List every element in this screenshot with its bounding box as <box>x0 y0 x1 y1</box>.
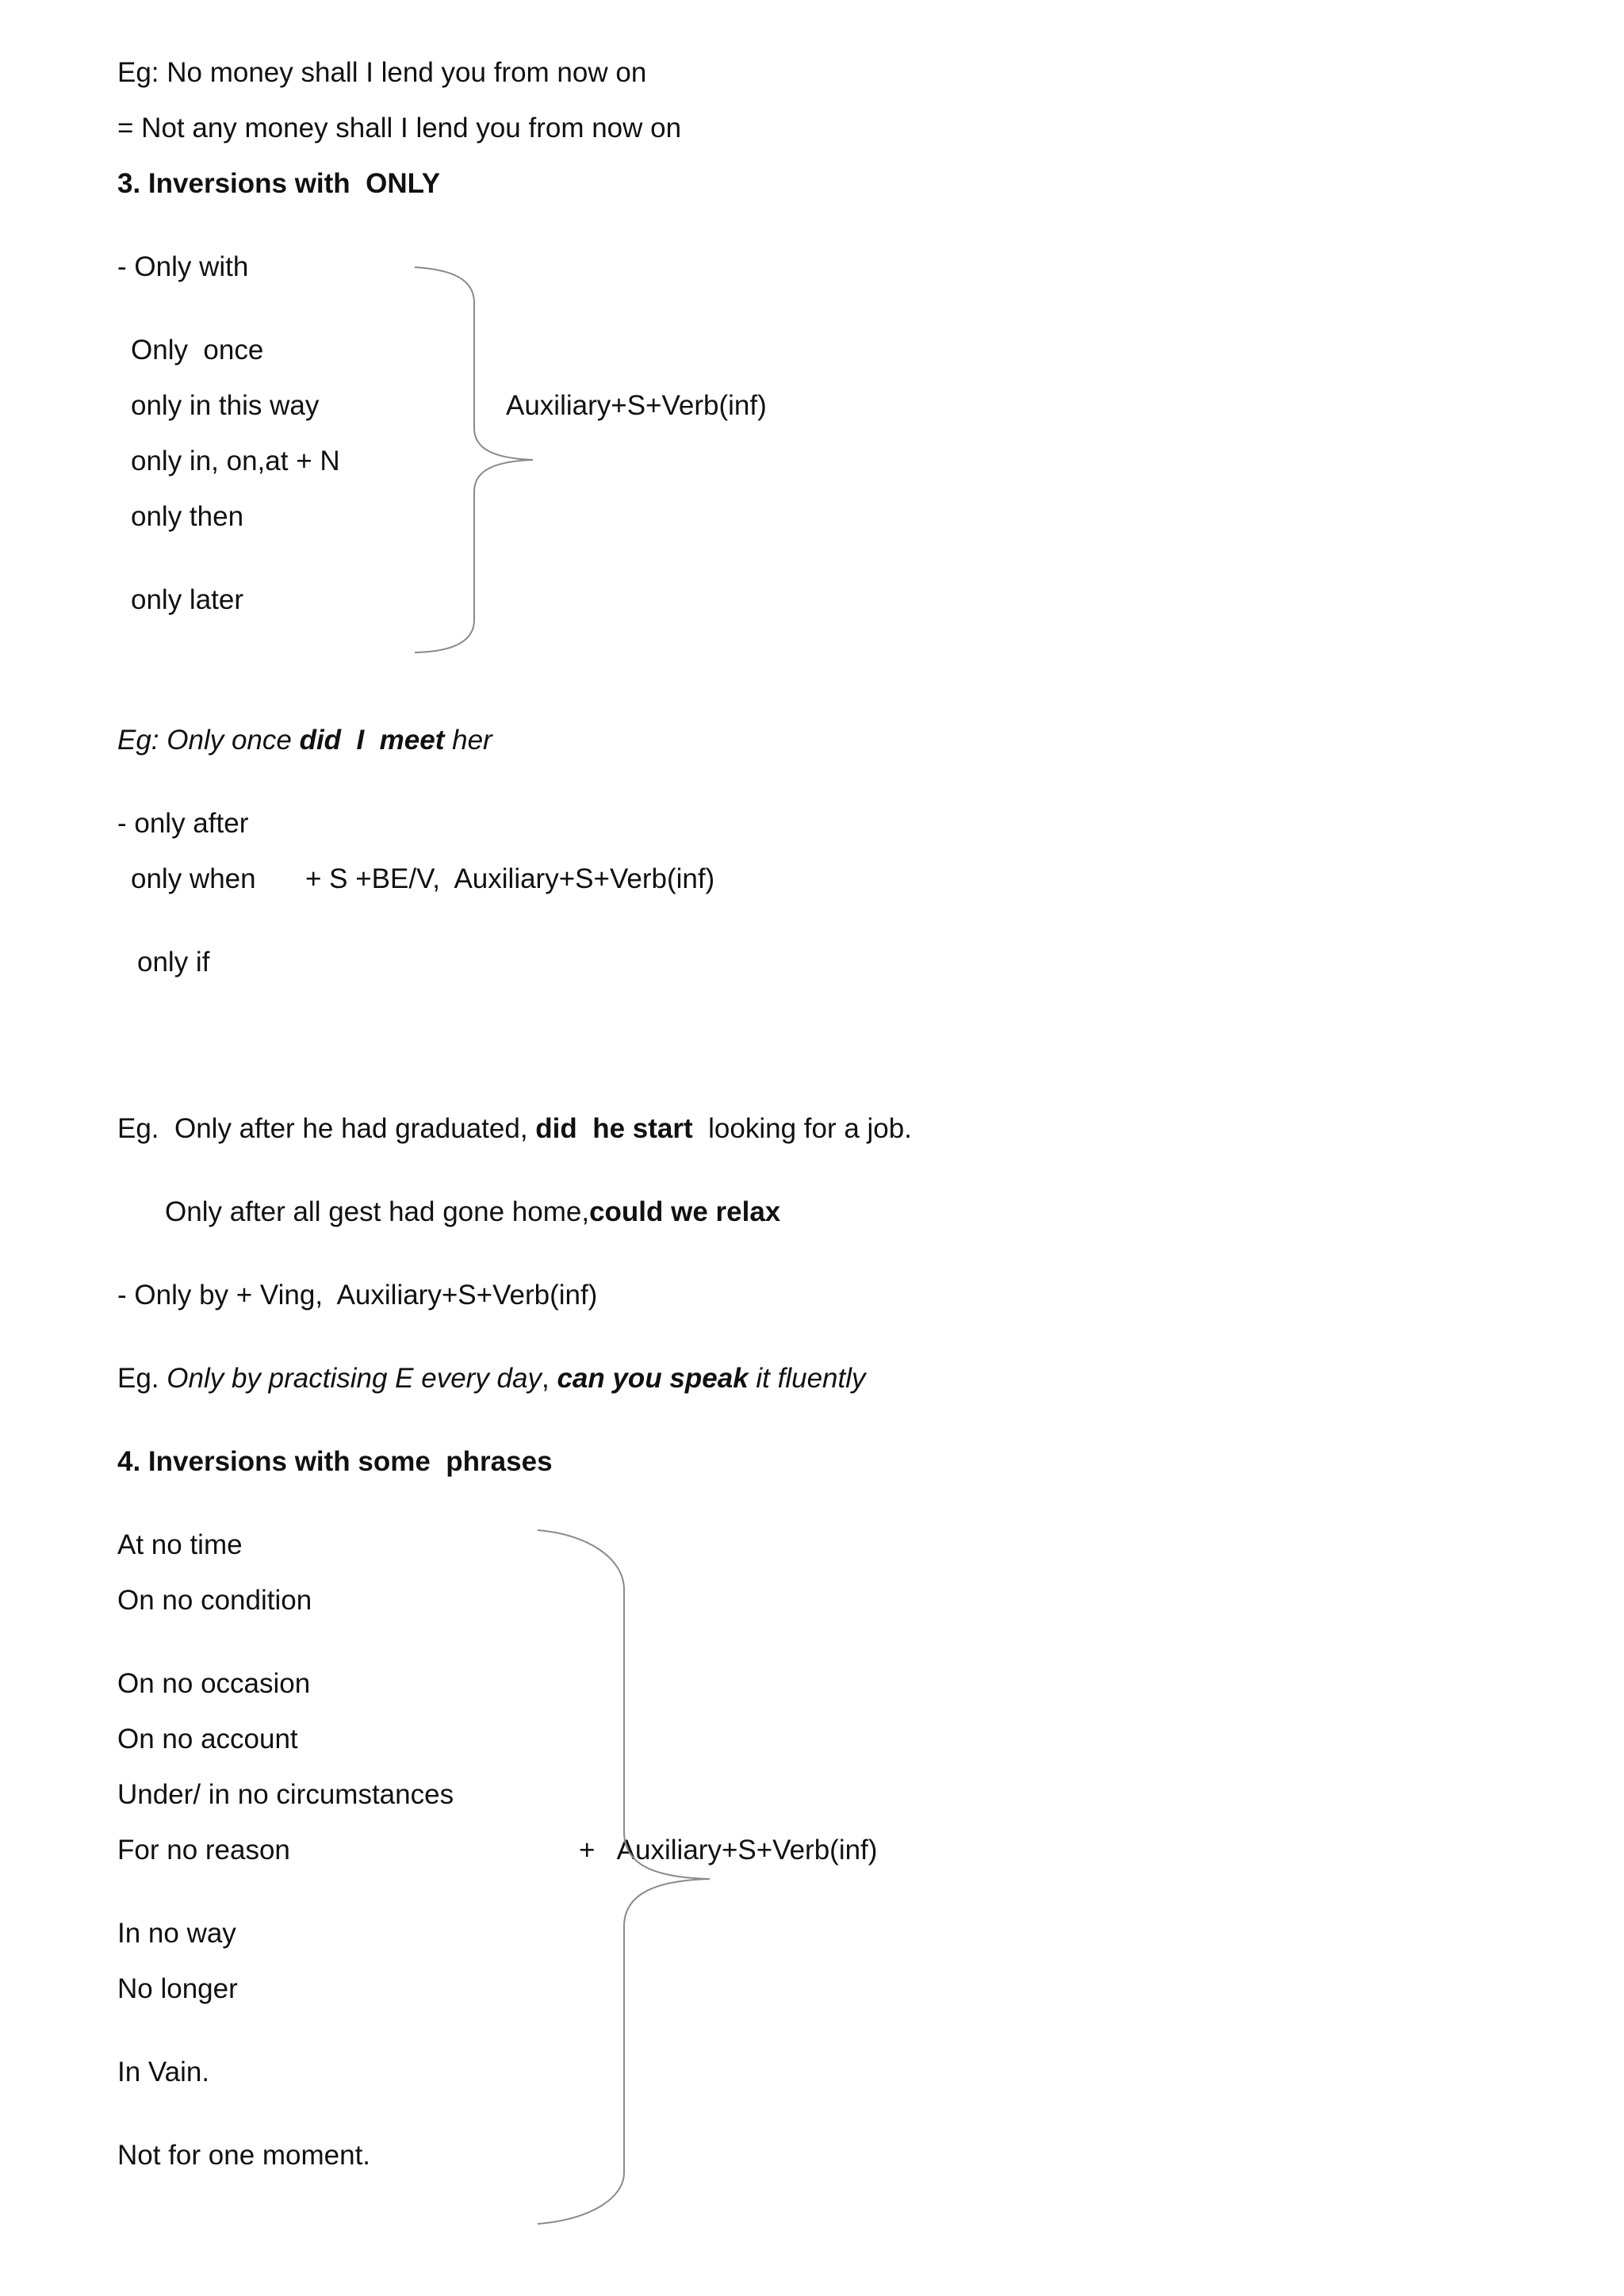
section-4-heading: 4. Inversions with some phrases <box>117 1446 553 1477</box>
example-2-suffix: looking for a job. <box>692 1113 912 1144</box>
only-with-rule: Auxiliary+S+Verb(inf) <box>506 390 767 421</box>
example-4-prefix: Eg. <box>117 1363 167 1394</box>
phrase-item: In Vain. <box>117 2057 210 2087</box>
example-3-bold: could we relax <box>589 1196 781 1227</box>
intro-line-2: = Not any money shall I lend you from now on <box>117 113 682 144</box>
phrase-item: No longer <box>117 1973 238 2004</box>
clause-item: only when <box>131 863 256 894</box>
example-1-bold: did I meet <box>299 725 445 756</box>
phrases-rule: + Auxiliary+S+Verb(inf) <box>579 1835 878 1866</box>
clause-item: only if <box>137 947 210 978</box>
intro-line-1: Eg: No money shall I lend you from now on <box>117 57 647 88</box>
example-4-italic: Only by practising E every day <box>167 1363 542 1394</box>
only-with-item: only later <box>131 584 244 615</box>
clause-rule: + S +BE/V, Auxiliary+S+Verb(inf) <box>305 863 715 894</box>
example-4-suffix: it fluently <box>748 1363 866 1394</box>
phrase-item: On no occasion <box>117 1668 311 1699</box>
example-4-bold: can you speak <box>557 1363 749 1394</box>
example-4-comma: , <box>541 1363 557 1394</box>
section-3-heading: 3. Inversions with ONLY <box>117 168 441 199</box>
example-3-prefix: Only after all gest had gone home, <box>165 1196 590 1227</box>
phrase-item: Under/ in no circumstances <box>117 1779 454 1810</box>
only-with-item: only in this way <box>131 390 320 421</box>
phrase-item: At no time <box>117 1529 243 1560</box>
example-2-bold: did he start <box>535 1113 693 1144</box>
example-1-suffix: her <box>444 725 492 756</box>
phrase-item: On no account <box>117 1724 298 1755</box>
example-1-prefix: Eg: Only once <box>117 725 300 756</box>
only-with-item: Only once <box>131 335 264 365</box>
example-2-prefix: Eg. Only after he had graduated, <box>117 1113 536 1144</box>
phrase-item: In no way <box>117 1918 236 1949</box>
phrase-item: For no reason <box>117 1835 290 1866</box>
phrase-item: Not for one moment. <box>117 2140 371 2171</box>
only-with-item: only then <box>131 501 244 532</box>
only-with-item: only in, on,at + N <box>131 446 340 476</box>
phrase-item: On no condition <box>117 1585 312 1616</box>
by-ving-rule: - Only by + Ving, Auxiliary+S+Verb(inf) <box>117 1280 598 1311</box>
clause-item: - only after <box>117 808 249 839</box>
only-with-label: - Only with <box>117 251 249 282</box>
